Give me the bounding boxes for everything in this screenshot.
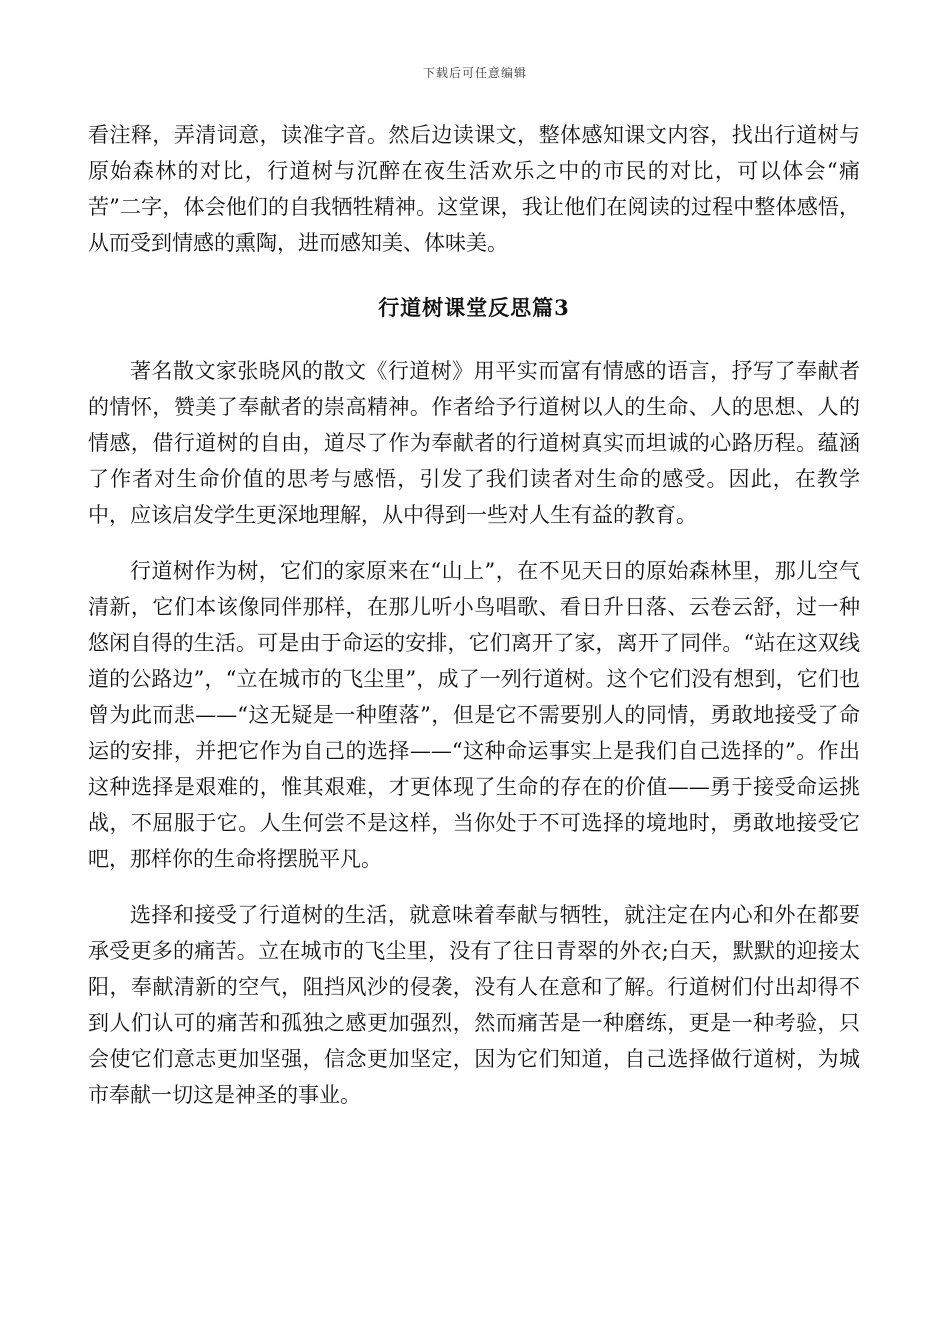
spacer bbox=[88, 877, 860, 897]
paragraph-1: 著名散文家张晓风的散文《行道树》用平实而富有情感的语言，抒写了奉献者的情怀，赞美了奉献者的崇高精神。作者给予行道树以人的生命、人的思想、人的情感，借行道树的自由，道尽了作为奉献者的行道树真实而坦诚的心路历程。蕴涵了作者对生命价值的思考与感悟，引发了我们读者对生命的感受。因此，在教学中，应该启发学生更深地理解，从中得到一些对人生有益的教育。 bbox=[88, 359, 860, 527]
page-header: 下载后可任意编辑 bbox=[422, 66, 527, 80]
spacer bbox=[88, 261, 860, 290]
spacer bbox=[88, 326, 860, 353]
paragraph-3: 选择和接受了行道树的生活，就意味着奉献与牺牲，就注定在内心和外在都要承受更多的痛苦。立在城市的飞尘里，没有了往日青翠的外衣;白天，默默的迎接太阳，奉献清新的空气，阻挡风沙的侵袭，没有人在意和了解。行道树们付出却得不到人们认可的痛苦和孤独之感更加强烈，然而痛苦是一种磨练，更是一种考验，只会使它们意志更加坚强，信念更加坚定，因为它们知道，自己选择做行道树，为城市奉献一切这是神圣的事业。 bbox=[88, 903, 860, 1107]
spacer bbox=[88, 533, 860, 553]
paragraph-continued: 看注释，弄清词意，读准字音。然后边读课文，整体感知课文内容，找出行道树与原始森林的对比，行道树与沉醉在夜生活欢乐之中的市民的对比，可以体会“痛苦”二字，体会他们的自我牺牲精神。这堂课，我让他们在阅读的过程中整体感悟，从而受到情感的熏陶，进而感知美、体味美。 bbox=[88, 123, 860, 255]
section-title: 行道树课堂反思篇3 bbox=[378, 295, 570, 320]
paragraph-2: 行道树作为树，它们的家原来在“山上”，在不见天日的原始森林里，那儿空气清新，它们本该像同伴那样，在那儿听小鸟唱歌、看日升日落、云卷云舒，过一种悠闲自得的生活。可是由于命运的安排，它们离开了家，离开了同伴。“站在这双线道的公路边”，“立在城市的飞尘里”，成了一列行道树。这个它们没有想到，它们也曾为此而悲——“这无疑是一种堕落”，但是它不需要别人的同情，勇敢地接受了命运的安排，并把它作为自己的选择——“这种命运事实上是我们自己选择的”。作出这种选择是艰难的，惟其艰难，才更体现了生命的存在的价值——勇于接受命运挑战，不屈服于它。人生何尝不是这样，当你处于不可选择的境地时，勇敢地接受它吧，那样你的生命将摆脱平凡。 bbox=[88, 559, 860, 871]
document-body bbox=[88, 117, 860, 1113]
